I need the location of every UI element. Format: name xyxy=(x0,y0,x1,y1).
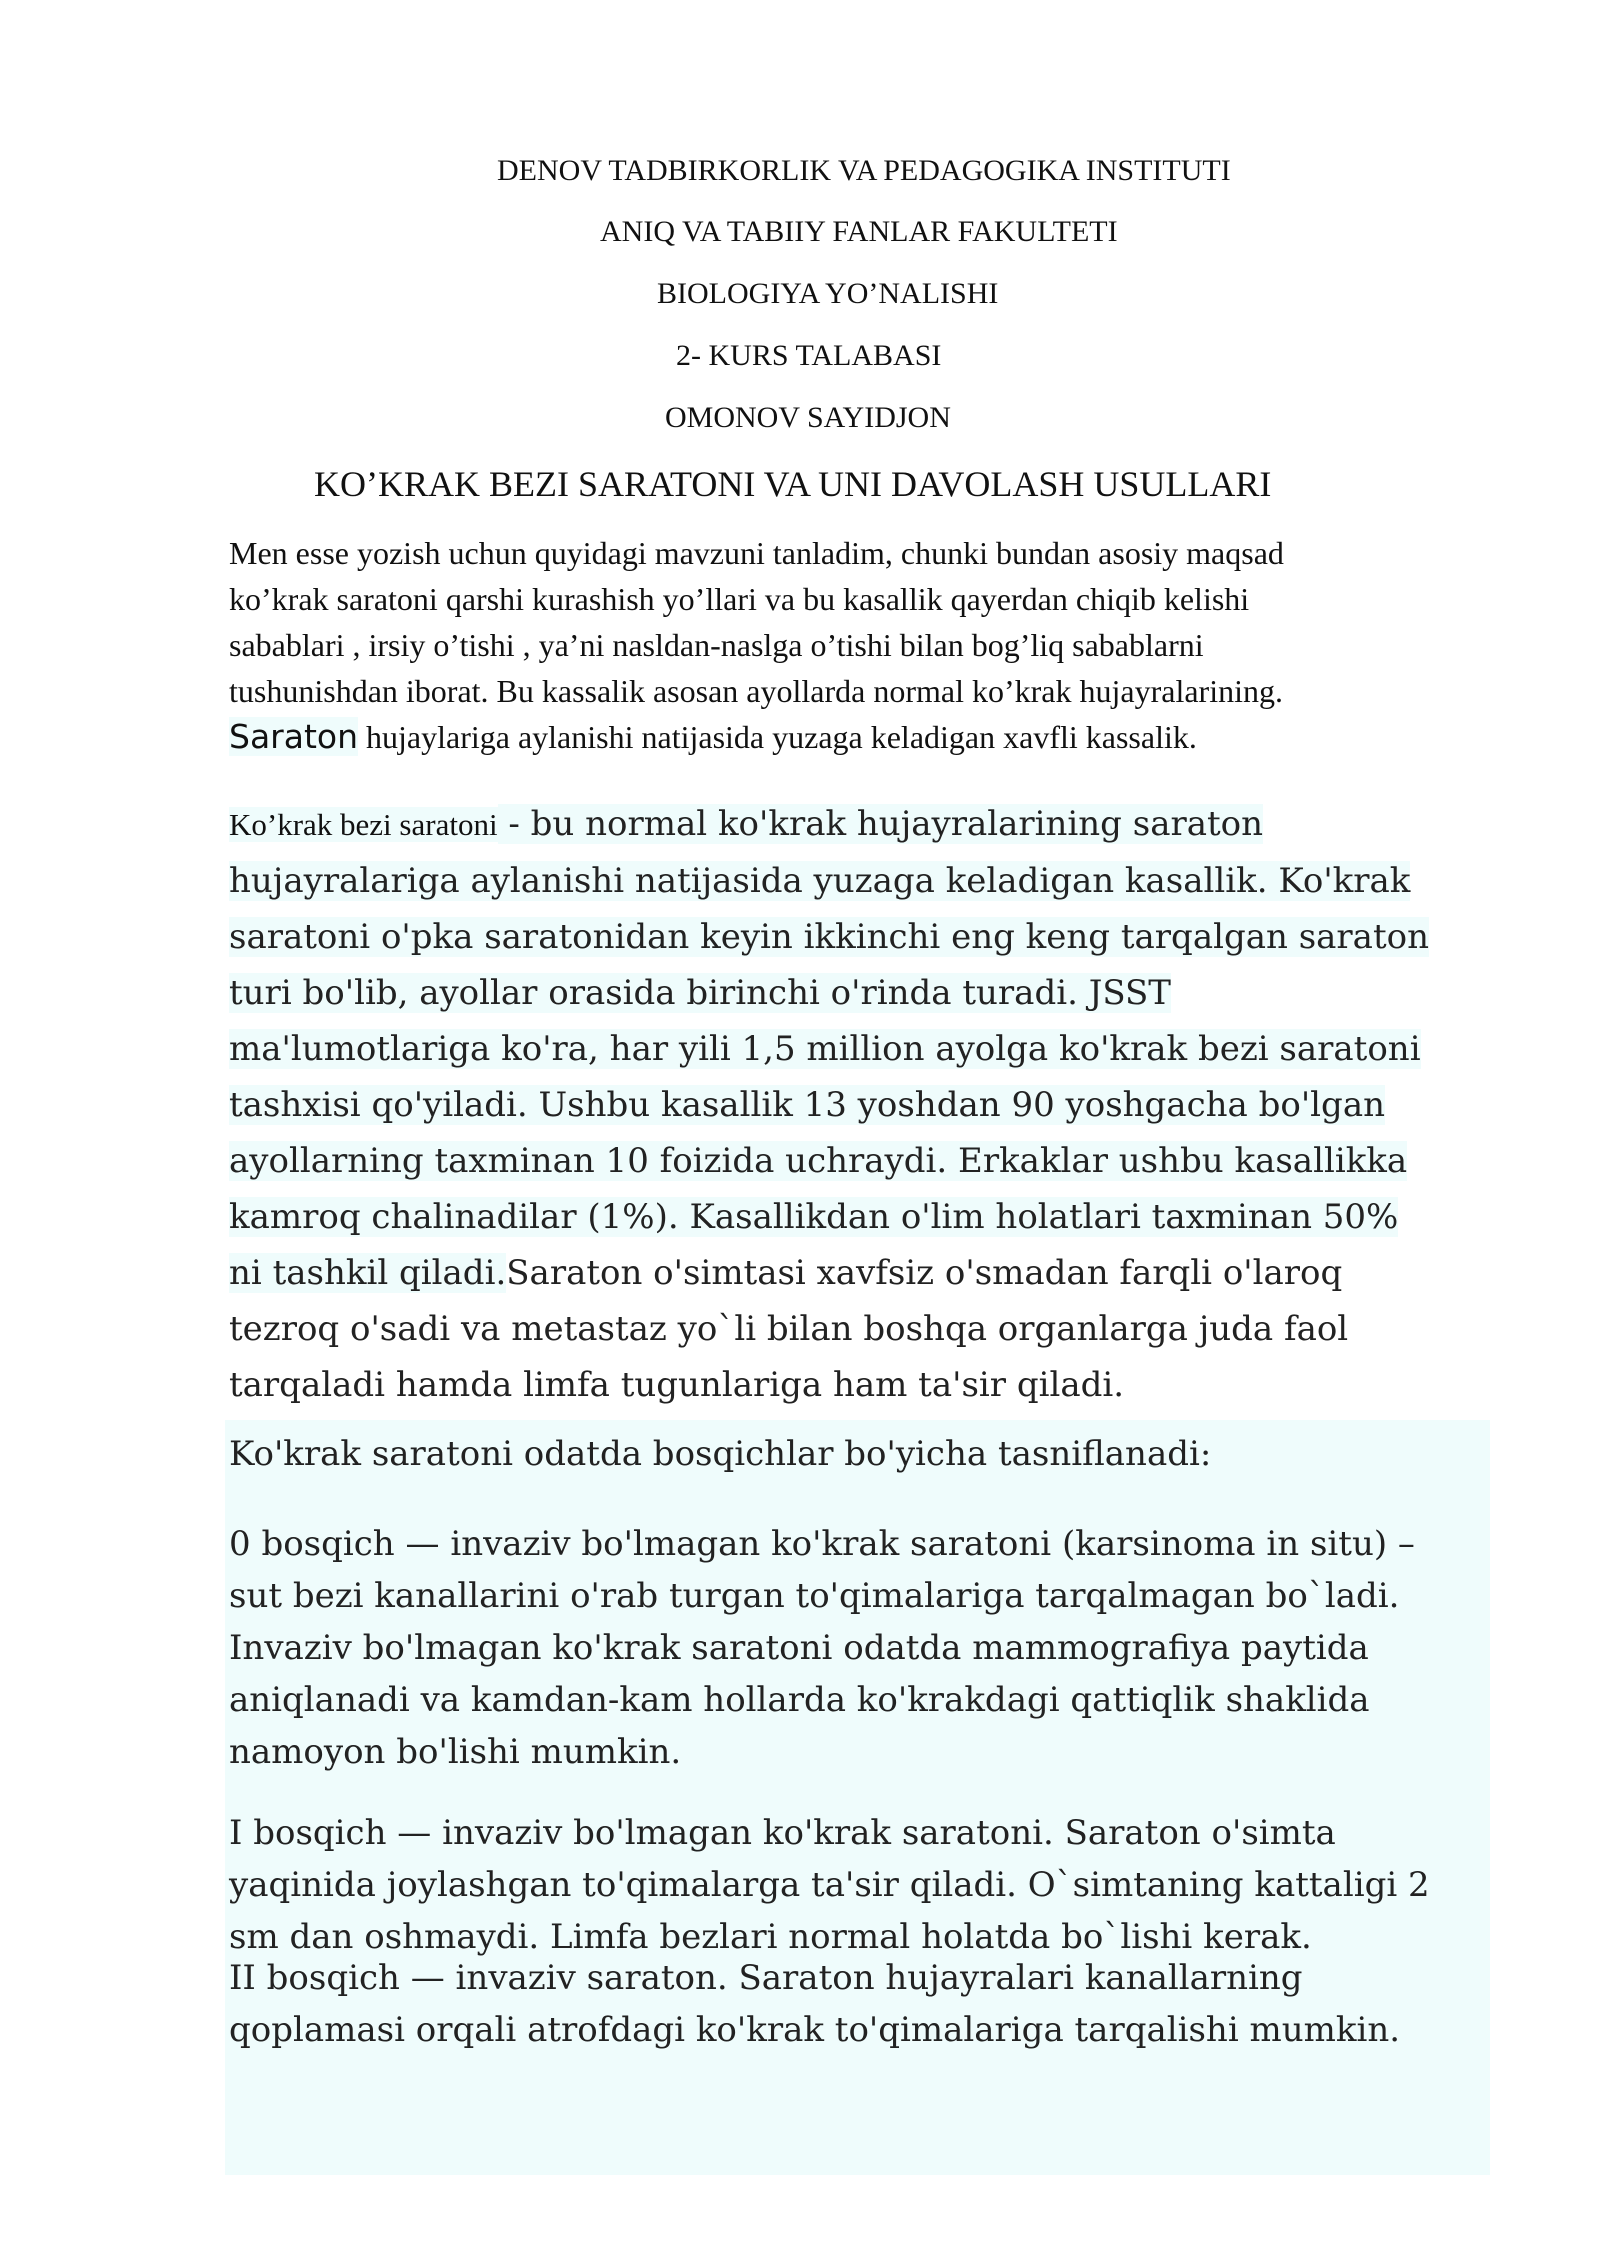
intro-line: sabablari , irsiy o’tishi , ya’ni nasldan-naslga o’tishi bilan bog’liq sabablarni xyxy=(229,627,1204,663)
definition-line xyxy=(229,1189,1429,1245)
intro-line-last xyxy=(229,714,1489,760)
stage-line: sm dan oshmaydi. Limfa bezlari normal holatda bo`lishi kerak. xyxy=(229,1917,1312,1957)
intro-line: ko’krak saratoni qarshi kurashish yo’llari va bu kasallik qayerdan chiqib kelishi xyxy=(229,581,1250,617)
intro-highlight-word: Saraton xyxy=(229,717,359,756)
definition-line-text: turi bo'lib, ayollar orasida birinchi o'rinda turadi. JSST xyxy=(229,973,1171,1013)
definition-line xyxy=(229,965,1429,1021)
definition-line-text: kamroq chalinadilar (1%). Kasallikdan o'lim holatlari taxminan 50% xyxy=(229,1197,1399,1237)
stage-line: sut bezi kanallarini o'rab turgan to'qimalariga tarqalmagan bo`ladi. xyxy=(229,1576,1400,1616)
stage-line: qoplamasi orqali atrofdagi ko'krak to'qimalariga tarqalishi mumkin. xyxy=(229,2010,1401,2050)
stages-intro-line: Ko'krak saratoni odatda bosqichlar bo'yicha tasniflanadi: xyxy=(229,1434,1212,1474)
stage-line: namoyon bo'lishi mumkin. xyxy=(229,1732,682,1772)
intro-line-rest: hujaylariga aylanishi natijasida yuzaga keladigan xavfli kassalik. xyxy=(358,719,1197,755)
stage-2-paragraph xyxy=(229,1952,1400,2056)
intro-line: Men esse yozish uchun quyidagi mavzuni tanladim, chunki bundan asosiy maqsad xyxy=(229,535,1284,571)
essay-title: KO’KRAK BEZI SARATONI VA UNI DAVOLASH USULLARI xyxy=(314,464,1272,504)
definition-line: tarqaladi hamda limfa tugunlariga ham ta'sir qiladi. xyxy=(229,1365,1125,1405)
definition-lead: Ko’krak bezi saratoni xyxy=(229,807,498,842)
stages-intro xyxy=(229,1428,1211,1480)
stage-line: 0 bosqich — invaziv bo'lmagan ko'krak saratoni (karsinoma in situ) – xyxy=(229,1524,1415,1564)
stage-1-paragraph xyxy=(229,1807,1430,1963)
definition-line: tezroq o'sadi va metastaz yo`li bilan boshqa organlarga juda faol xyxy=(229,1309,1349,1349)
definition-line xyxy=(229,853,1429,909)
definition-line xyxy=(229,796,1429,853)
definition-line-text: saratoni o'pka saratonidan keyin ikkinchi eng keng tarqalgan saraton xyxy=(229,917,1429,957)
definition-plain-part: Saraton o'simtasi xavfsiz o'smadan farqli o'laroq xyxy=(506,1253,1343,1293)
stage-line: yaqinida joylashgan to'qimalarga ta'sir qiladi. O`simtaning kattaligi 2 xyxy=(229,1865,1430,1905)
definition-hl-part: ni tashkil qiladi. xyxy=(229,1253,507,1293)
intro-line: tushunishdan iborat. Bu kassalik asosan ayollarda normal ko’krak hujayralarining. xyxy=(229,673,1283,709)
definition-line-text: ma'lumotlariga ko'ra, har yili 1,5 million ayolga ko'krak bezi saratoni xyxy=(229,1029,1421,1069)
definition-line xyxy=(229,909,1429,965)
definition-line xyxy=(229,1021,1429,1077)
faculty-name: ANIQ VA TABIIY FANLAR FAKULTETI xyxy=(600,215,1118,248)
course-label: 2- KURS TALABASI xyxy=(676,339,942,372)
definition-line xyxy=(229,1245,1429,1301)
definition-line-text: tashxisi qo'yiladi. Ushbu kasallik 13 yoshdan 90 yoshgacha bo'lgan xyxy=(229,1085,1385,1125)
direction-name: BIOLOGIYA YO’NALISHI xyxy=(657,277,999,310)
definition-paragraph xyxy=(229,796,1429,1413)
stage-line: aniqlanadi va kamdan-kam hollarda ko'krakdagi qattiqlik shaklida xyxy=(229,1680,1370,1720)
stage-0-paragraph xyxy=(229,1518,1415,1778)
institute-name: DENOV TADBIRKORLIK VA PEDAGOGIKA INSTITUTI xyxy=(497,154,1231,187)
stage-line: Invaziv bo'lmagan ko'krak saratoni odatda mammografiya paytida xyxy=(229,1628,1369,1668)
definition-line xyxy=(229,1133,1429,1189)
definition-line-text: ayollarning taxminan 10 foizida uchraydi. Erkaklar ushbu kasallikka xyxy=(229,1141,1408,1181)
stage-line: II bosqich — invaziv saraton. Saraton hujayralari kanallarning xyxy=(229,1958,1303,1998)
definition-line-text: hujayralariga aylanishi natijasida yuzaga keladigan kasallik. Ko'krak xyxy=(229,861,1411,901)
definition-line xyxy=(229,1077,1429,1133)
stage-line: I bosqich — invaziv bo'lmagan ko'krak saratoni. Saraton o'simta xyxy=(229,1813,1336,1853)
intro-paragraph xyxy=(229,530,1489,760)
student-name: OMONOV SAYIDJON xyxy=(665,401,951,434)
definition-first-rest: - bu normal ko'krak hujayralarining saraton xyxy=(497,804,1264,844)
